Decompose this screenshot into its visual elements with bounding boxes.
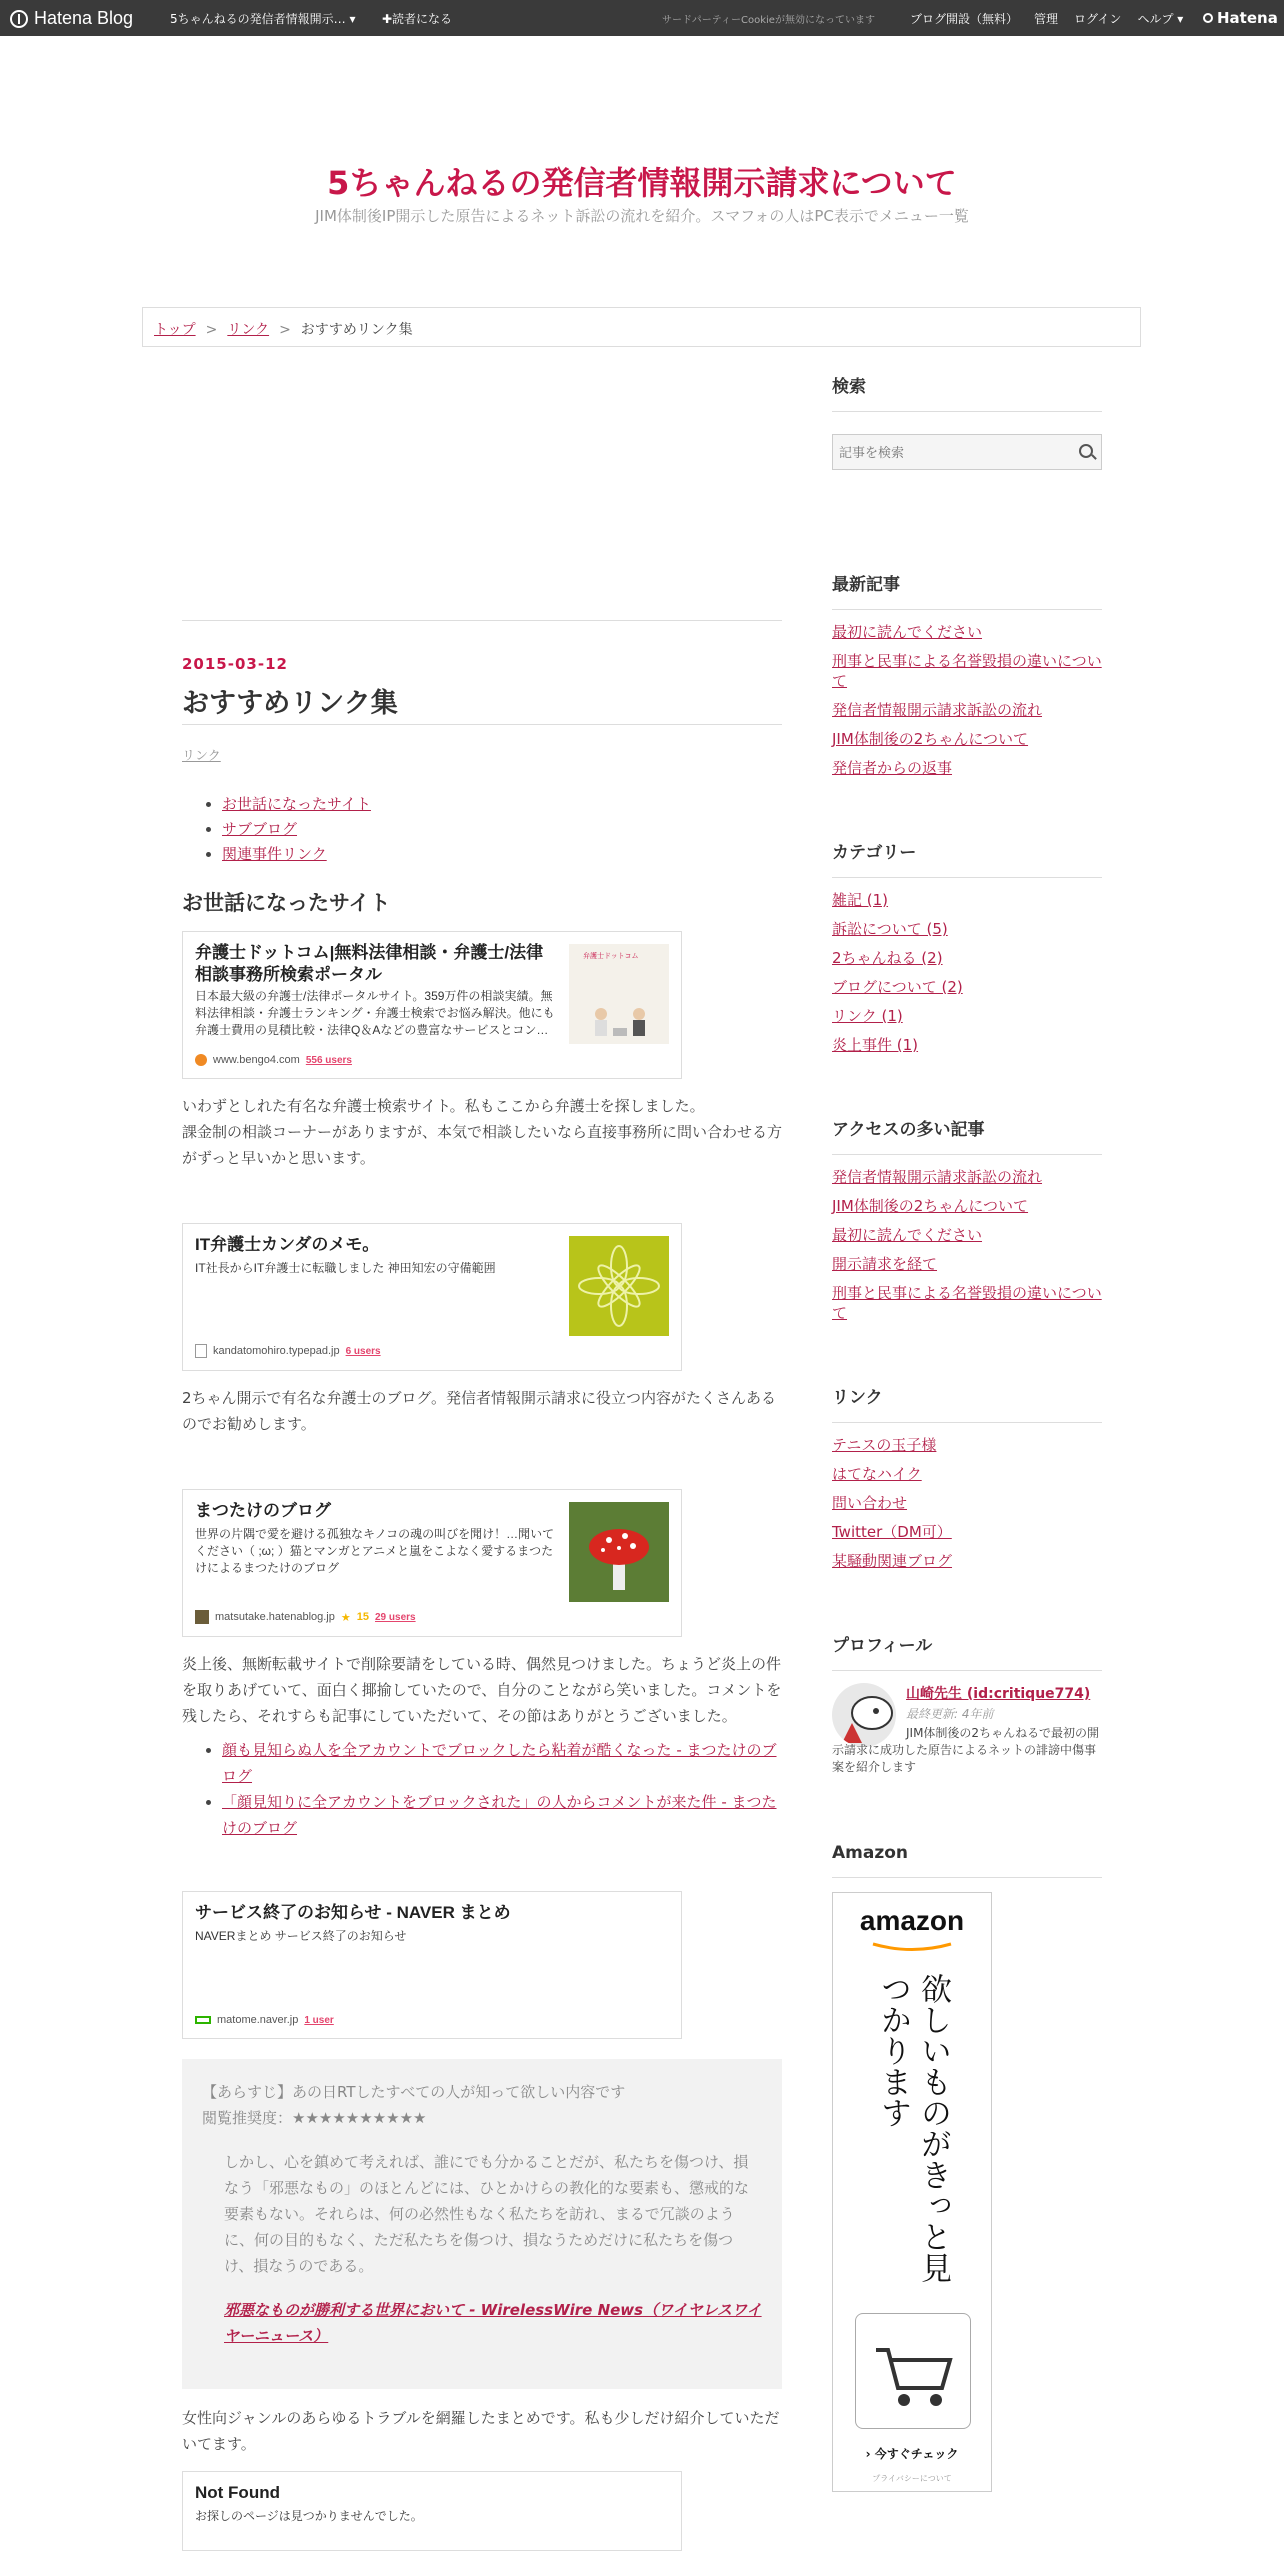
amazon-check-button[interactable]: › 今すぐチェック [865,2447,959,2461]
recent-list [832,622,1102,778]
card-domain[interactable]: www.bengo4.com [213,1054,300,1066]
blog-title[interactable]: 5ちゃんねるの発信者情報開示請求について [327,164,957,202]
profile-description: JIM体制後の2ちゃんねるで最初の開示請求に成功した原告によるネットの誹謗中傷事案を紹介します [832,1726,1099,1774]
related-links [182,1737,782,1841]
bookmark-users[interactable]: 29 users [375,1611,416,1623]
profile-updated: 最終更新: 4年前 [906,1707,994,1721]
entry-date[interactable]: 2015-03-12 [182,655,288,673]
hatena-logo-icon [10,10,28,28]
link-card-notfound[interactable] [182,2471,682,2551]
category-item[interactable]: ブログについて (2) [832,978,963,996]
recent-entry[interactable]: 刑事と民事による名誉毀損の違いについて [832,652,1102,690]
card-domain[interactable]: matsutake.hatenablog.jp [215,1611,335,1623]
popular-title: アクセスの多い記事 [832,1115,1102,1155]
table-of-contents [182,792,782,867]
link-card-kanda[interactable] [182,1223,682,1371]
entry-title[interactable]: おすすめリンク集 [182,688,398,719]
help-menu[interactable]: ヘルプ ▾ [1137,12,1184,26]
popular-entry[interactable]: 発信者情報開示請求訴訟の流れ [832,1168,1043,1186]
search-icon[interactable] [1079,444,1093,458]
popular-entry[interactable]: 刑事と民事による名誉毀損の違いについて [832,1284,1102,1322]
card-description: NAVERまとめ サービス終了のお知らせ [195,1929,407,1943]
category-item[interactable]: 2ちゃんねる (2) [832,949,943,967]
paragraph: 炎上後、無断転載サイトで削除要請をしている時、偶然見つけました。ちょうど炎上の件を取りあげていて、面白く揶揄していたので、自分のことながら笑いました。コメントを残したら、それすらも記事にしていただいて、その節はありがとうございました。 [182,1655,782,1725]
card-title[interactable]: 弁護士ドットコム|無料法律相談・弁護士/法律相談事務所検索ポータル [195,943,544,984]
favicon-icon [195,1054,207,1066]
hatena-text: Hatena [1217,9,1278,27]
toc-link[interactable]: 関連事件リンク [222,845,327,863]
category-item[interactable]: 炎上事件 (1) [832,1036,919,1054]
quote-body [202,2149,762,2369]
quote-line: 閲覧推奨度：★★★★★★★★★★ [202,2109,427,2127]
sidebar-link[interactable]: Twitter（DM可） [832,1523,952,1541]
sidebar-link[interactable]: テニスの玉子様 [832,1436,937,1454]
card-title[interactable]: まつたけのブログ [195,1501,331,1520]
card-description: IT社長からIT弁護士に転職しました 神田知宏の守備範囲 [195,1261,496,1275]
links-list [832,1435,1102,1571]
quote-source-link[interactable]: 邪悪なものが勝利する世界において - WirelessWire News（ワイヤレスワイヤーニュース） [224,2301,762,2345]
link-card-naver[interactable] [182,1891,682,2039]
category-item[interactable]: 雑記 (1) [832,891,889,909]
related-link[interactable]: 「顔見知りに全アカウントをブロックされた」の人からコメントが来た件 - まつたけのブログ [222,1793,777,1837]
toc-item [222,792,782,817]
sidebar-link[interactable]: 某騒動関連ブログ [832,1552,953,1570]
login-link[interactable]: ログイン [1074,12,1122,26]
paragraph [182,1093,782,1171]
card-title[interactable]: IT弁護士カンダのメモ。 [195,1235,380,1254]
hatena-logo-icon [1203,13,1213,23]
card-title[interactable]: サービス終了のお知らせ - NAVER まとめ [195,1903,511,1922]
hatena-blog-logo[interactable] [10,8,133,29]
profile-title: プロフィール [832,1631,1102,1671]
recent-entry[interactable]: JIM体制後の2ちゃんについて [832,730,1029,748]
subscribe-button[interactable]: ✚読者になる [382,12,453,26]
card-description: 世界の片隅で愛を避ける孤独なキノコの魂の叫びを聞け！…聞いてください（ ;ω; ）猫とマンガとアニメと嵐をこよなく愛するまつたけによるまつたけのブログ [195,1527,555,1575]
breadcrumb-separator: > [205,322,218,338]
list-item [222,1789,782,1841]
favicon-icon [195,1344,207,1358]
thumb-caption: 弁護士ドットコム [583,952,639,960]
bookmark-users[interactable]: 556 users [305,1054,352,1066]
toc-item [222,842,782,867]
hatena-topbar [0,0,1284,36]
flower-pattern-icon [569,1236,669,1336]
card-description: 日本最大級の弁護士/法律ポータルサイト。359万件の相談実績。無料法律相談・弁護士ランキング・弁護士検索でお悩み解決。他にも弁護士費用の見積比較・法律Q＆Aなどの豊富なサービスとコン… [195,989,555,1037]
quote-text: しかし、心を鎮めて考えれば、誰にでも分かることだが、私たちを傷つけ、損なう「邪悪なもの」のほとんどには、ひとかけらの教化的な要素も、懲戒的な要素もない。それらは、何の必然性もなく私たちを訪れ、まるで冗談のように、何の目的もなく、ただ私たちを傷つけ、損なうためだけに私たちを傷つけ、損なうのである。 [224,2153,750,2275]
star-icon: ★ [340,1611,351,1624]
amazon-widget[interactable] [832,1892,992,2492]
search-box[interactable] [832,434,1102,470]
admin-link[interactable]: 管理 [1034,12,1059,26]
popular-entry[interactable]: JIM体制後の2ちゃんについて [832,1197,1029,1215]
recent-entry[interactable]: 最初に読んでください [832,623,983,641]
toc-link[interactable]: お世話になったサイト [222,795,371,813]
amazon-privacy[interactable]: プライバシーについて [872,2474,952,2483]
create-blog-link[interactable]: ブログ開設（無料） [910,12,1019,26]
divider [182,724,782,725]
card-footer [195,1344,381,1358]
sidebar-link[interactable]: 問い合わせ [832,1494,908,1512]
amazon-smile-icon [833,1941,991,1955]
amazon-title: Amazon [832,1843,1102,1878]
recent-entry[interactable]: 発信者からの返事 [832,759,953,777]
paragraph: 2ちゃん開示で有名な弁護士のブログ。発信者情報開示請求に役立つ内容がたくさんあるのでお勧めします。 [182,1389,776,1433]
favicon-icon [195,2016,211,2024]
blog-description: JIM体制後IP開示した原告によるネット訴訟の流れを紹介。スマフォの人はPC表示でメニュー一覧 [315,207,969,225]
category-item[interactable]: 訴訟について (5) [832,920,948,938]
card-footer [195,1610,416,1624]
related-link[interactable]: 顔も見知らぬ人を全アカウントでブロックしたら粘着が酷くなった - まつたけのブログ [222,1741,777,1785]
category-title: カテゴリー [832,838,1102,878]
popular-entry[interactable]: 開示請求を経て [832,1255,938,1273]
popular-entry[interactable]: 最初に読んでください [832,1226,983,1244]
card-thumbnail [569,1236,669,1336]
link-card-matsutake[interactable] [182,1489,682,1637]
toc-link[interactable]: サブブログ [222,820,298,838]
profile-box [832,1683,1102,1783]
section-heading: お世話になったサイト [182,891,391,915]
blockquote [182,2059,782,2389]
cookie-notice: サードパーティーCookieが無効になっています [662,15,875,26]
recent-entry[interactable]: 発信者情報開示請求訴訟の流れ [832,701,1043,719]
breadcrumb-link[interactable]: リンク [227,322,270,338]
toc-item [222,817,782,842]
breadcrumb [142,307,1141,347]
blog-name-menu[interactable]: 5ちゃんねるの発信者情報開示… ▾ [170,12,356,26]
bookmark-users[interactable]: 1 user [304,2014,334,2026]
bookmark-users[interactable]: 6 users [345,1345,381,1357]
entry-main [182,620,782,2551]
cart-icon [855,2313,971,2429]
search-title: 検索 [832,372,1102,412]
card-thumbnail [569,1502,669,1602]
hatena-link[interactable] [1203,9,1278,27]
category-tag[interactable]: リンク [182,749,221,764]
card-footer [195,1054,352,1066]
search-input[interactable] [833,435,1053,469]
sidebar-link[interactable]: はてなハイク [832,1465,922,1483]
recent-title: 最新記事 [832,570,1102,610]
list-item [222,1737,782,1789]
amazon-logo: amazon [859,1905,965,1936]
star-count[interactable]: 15 [356,1611,369,1623]
links-title: リンク [832,1383,1102,1423]
paragraph: 女性向ジャンルのあらゆるトラブルを網羅したまとめです。私も少しだけ紹介していただいてます。 [182,2409,780,2453]
card-footer [195,2014,334,2026]
sidebar [832,372,1102,2492]
quote-line: 【あらすじ】あの日RTしたすべての人が知って欲しい内容です [202,2083,626,2101]
link-card-bengo4[interactable] [182,931,682,1079]
card-title[interactable]: Not Found [195,2483,280,2502]
breadcrumb-top[interactable]: トップ [154,322,196,338]
category-item[interactable]: リンク (1) [832,1007,903,1025]
paragraph-line: いわずとしれた有名な弁護士検索サイト。私もここから弁護士を探しました。 [182,1097,705,1115]
amazon-copy: 欲しいものがきっと見つかります [875,1973,951,2283]
card-thumbnail [569,944,669,1044]
popular-list [832,1167,1102,1323]
card-domain[interactable]: matome.naver.jp [217,2014,299,2026]
profile-name[interactable]: 山崎先生 (id:critique774) [906,1686,1091,1702]
paragraph-line: 課金制の相談コーナーがありますが、本気で相談したいなら直接事務所に問い合わせる方がずっと早いかと思います。 [182,1123,783,1167]
card-description: お探しのページは見つかりませんでした。 [195,2509,423,2523]
favicon-icon [195,1610,209,1624]
mushroom-illustration [569,1502,669,1602]
breadcrumb-current: おすすめリンク集 [300,322,413,338]
logo-text: Hatena Blog [34,8,134,28]
breadcrumb-separator: > [279,322,291,338]
card-domain[interactable]: kandatomohiro.typepad.jp [213,1345,340,1357]
category-list [832,890,1102,1055]
divider [182,620,782,621]
bengo4-illustration [569,944,669,1044]
